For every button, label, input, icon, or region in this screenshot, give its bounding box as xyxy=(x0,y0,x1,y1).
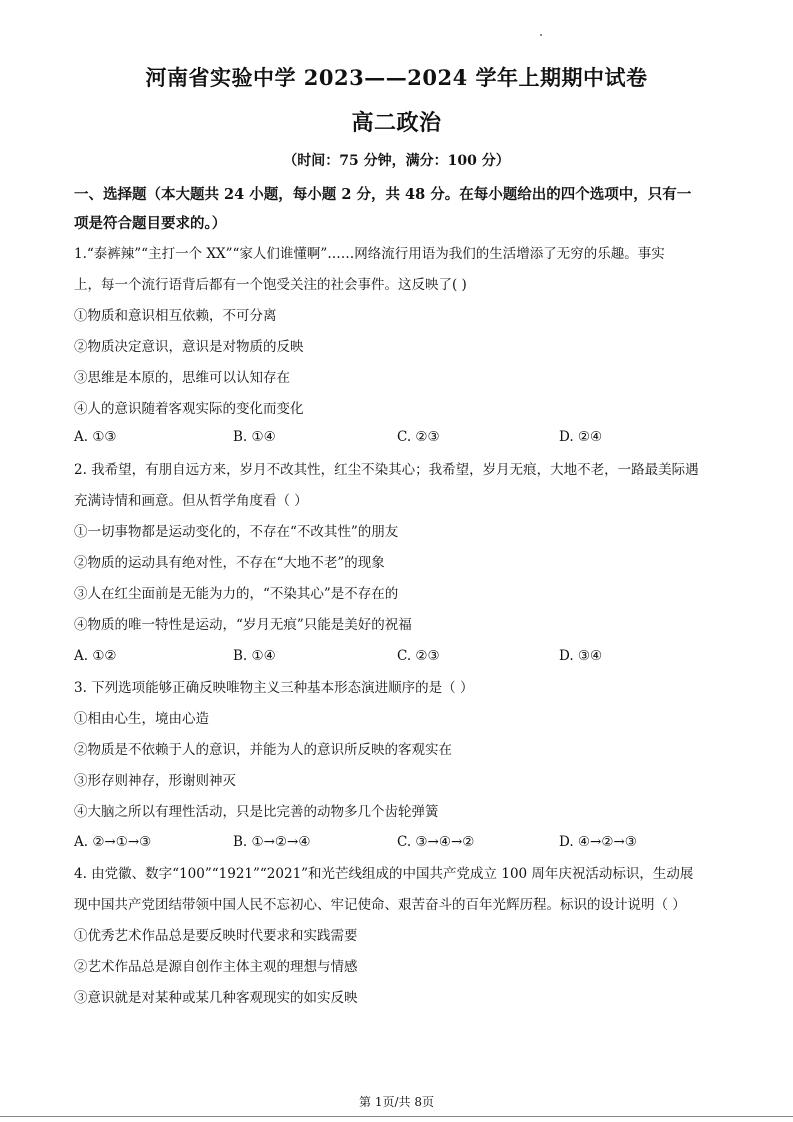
option-b: B. ①→②→④ xyxy=(233,834,311,850)
question-2-statement: ②物质的运动具有绝对性，不存在“大地不老”的现象 xyxy=(74,555,385,571)
question-2-statement: ③人在红尘面前是无能为力的，“不染其心”是不存在的 xyxy=(74,586,399,602)
exam-title: 河南省实验中学 2023——2024 学年上期期中试卷 xyxy=(145,65,648,90)
question-3-statement: ③形存则神存，形谢则神灭 xyxy=(74,773,236,789)
section-heading-line1: 一、选择题（本大题共 24 小题，每小题 2 分，共 48 分。在每小题给出的四个选项中，只有一 xyxy=(74,186,692,203)
question-2-options xyxy=(74,648,734,666)
option-d: D. ②④ xyxy=(559,429,603,445)
question-4-statement: ①优秀艺术作品总是要反映时代要求和实践需要 xyxy=(74,928,358,944)
question-1-stem: 1.“泰裤辣”“主打一个 XX”“家人们谁懂啊”……网络流行用语为我们的生活增添了无穷的乐趣。事实 xyxy=(74,246,665,262)
question-2-stem-cont: 充满诗情和画意。但从哲学角度看（ ） xyxy=(74,493,308,509)
time-score-info: （时间：75 分钟，满分：100 分） xyxy=(283,153,510,169)
section-heading-line2: 项是符合题目要求的。） xyxy=(74,215,227,232)
question-4-statement: ③意识就是对某种或某几种客观现实的如实反映 xyxy=(74,990,358,1006)
question-2-statement: ①一切事物都是运动变化的，不存在“不改其性”的朋友 xyxy=(74,524,399,540)
option-d: D. ④→②→③ xyxy=(559,834,637,850)
question-3-statement: ②物质是不依赖于人的意识，并能为人的意识所反映的客观实在 xyxy=(74,742,452,758)
question-3-options xyxy=(74,834,734,852)
question-1-statement: ②物质决定意识，意识是对物质的反映 xyxy=(74,339,304,355)
question-3-statement: ④大脑之所以有理性活动，只是比完善的动物多几个齿轮弹簧 xyxy=(74,804,439,820)
option-c: C. ②③ xyxy=(397,429,440,445)
option-a: A. ①③ xyxy=(74,429,117,445)
option-a: A. ①② xyxy=(74,648,117,664)
footer-rule xyxy=(0,1116,793,1117)
question-1-statement: ④人的意识随着客观实际的变化而变化 xyxy=(74,401,304,417)
option-c: C. ③→④→② xyxy=(397,834,475,850)
question-2-statement: ④物质的唯一特性是运动，“岁月无痕”只能是美好的祝福 xyxy=(74,617,412,633)
question-3-stem: 3. 下列选项能够正确反映唯物主义三种基本形态演进顺序的是（ ） xyxy=(74,680,474,696)
option-b: B. ①④ xyxy=(233,429,276,445)
question-1-options xyxy=(74,429,734,447)
option-b: B. ①④ xyxy=(233,648,276,664)
question-4-stem-cont: 现中国共产党团结带领中国人民不忘初心、牢记使命、艰苦奋斗的百年光辉历程。标识的设计说明（ ） xyxy=(74,897,686,913)
option-c: C. ②③ xyxy=(397,648,440,664)
option-a: A. ②→①→③ xyxy=(74,834,152,850)
question-1-statement: ③思维是本原的，思维可以认知存在 xyxy=(74,370,290,386)
page-number: 第 1页/共 8页 xyxy=(359,1095,434,1109)
question-3-statement: ①相由心生，境由心造 xyxy=(74,711,209,727)
question-4-stem: 4. 由党徽、数字“100”“1921”“2021”和光芒线组成的中国共产党成立 100 周年庆祝活动标识，生动展 xyxy=(74,866,694,882)
subject-title: 高二政治 xyxy=(351,110,442,136)
question-4-statement: ②艺术作品总是源自创作主体主观的理想与情感 xyxy=(74,959,358,975)
question-2-stem: 2. 我希望，有朋自远方来，岁月不改其性，红尘不染其心；我希望，岁月无痕，大地不老，一路最美际遇 xyxy=(74,462,699,478)
question-1-stem-cont: 上，每一个流行语背后都有一个饱受关注的社会事件。这反映了( ) xyxy=(74,277,467,293)
stray-dot xyxy=(540,34,542,36)
question-1-statement: ①物质和意识相互依赖，不可分离 xyxy=(74,308,277,324)
option-d: D. ③④ xyxy=(559,648,603,664)
